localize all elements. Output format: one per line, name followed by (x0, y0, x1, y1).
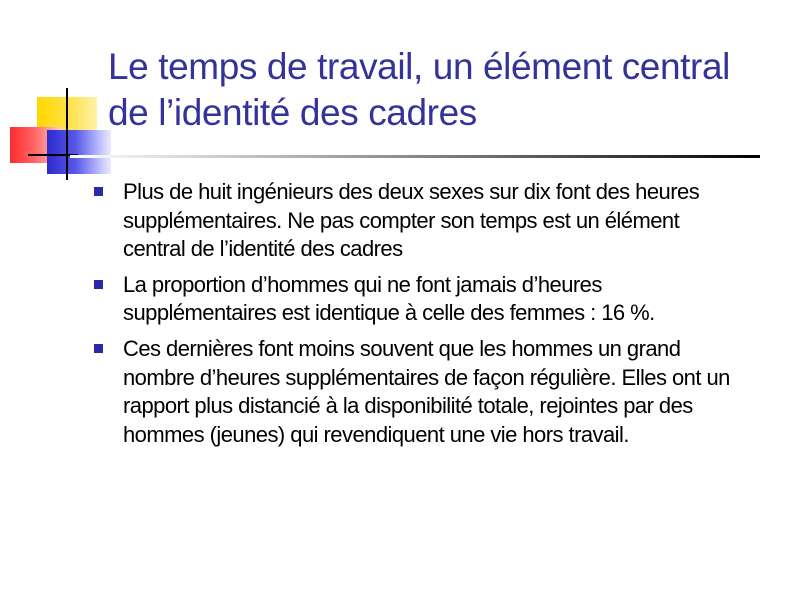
bullet-text (123, 271, 782, 328)
bullet-line: supplémentaires. Ne pas compter son temps est un élément (123, 207, 680, 233)
bullet-line: La proportion d’hommes qui ne font jamais d’heures (123, 271, 602, 297)
bullet-line: central de l’identité des cadres (123, 236, 403, 262)
bullet-line: supplémentaires est identique à celle des femmes : 16 %. (123, 300, 655, 326)
square-bullet-icon (94, 187, 103, 196)
square-bullet-icon (94, 344, 103, 353)
blue-square-decoration (47, 130, 111, 174)
slide-title (108, 44, 788, 136)
square-bullet-icon (94, 280, 103, 289)
bullet-item (92, 335, 782, 449)
bullet-text (123, 335, 782, 449)
bullet-item (92, 178, 782, 264)
bullet-line: Ces dernières font moins souvent que les hommes un grand (123, 335, 681, 361)
slide-title-line: Le temps de travail, un élément central (108, 46, 730, 87)
bullet-item (92, 271, 782, 328)
bullet-line: nombre d’heures supplémentaires de façon régulière. Elles ont un (123, 364, 730, 390)
bullet-line: rapport plus distancié à la disponibilité totale, rejointes par des (123, 393, 693, 419)
bullet-text (123, 178, 782, 264)
bullet-line: Plus de huit ingénieurs des deux sexes sur dix font des heures (123, 179, 700, 204)
slide-title-line: de l’identité des cadres (108, 92, 477, 133)
bullet-line: hommes (jeunes) qui revendiquent une vie hors travail. (123, 421, 629, 447)
vertical-line-decoration (66, 88, 68, 180)
title-underline-rule (70, 155, 760, 158)
bullet-list (92, 178, 782, 456)
